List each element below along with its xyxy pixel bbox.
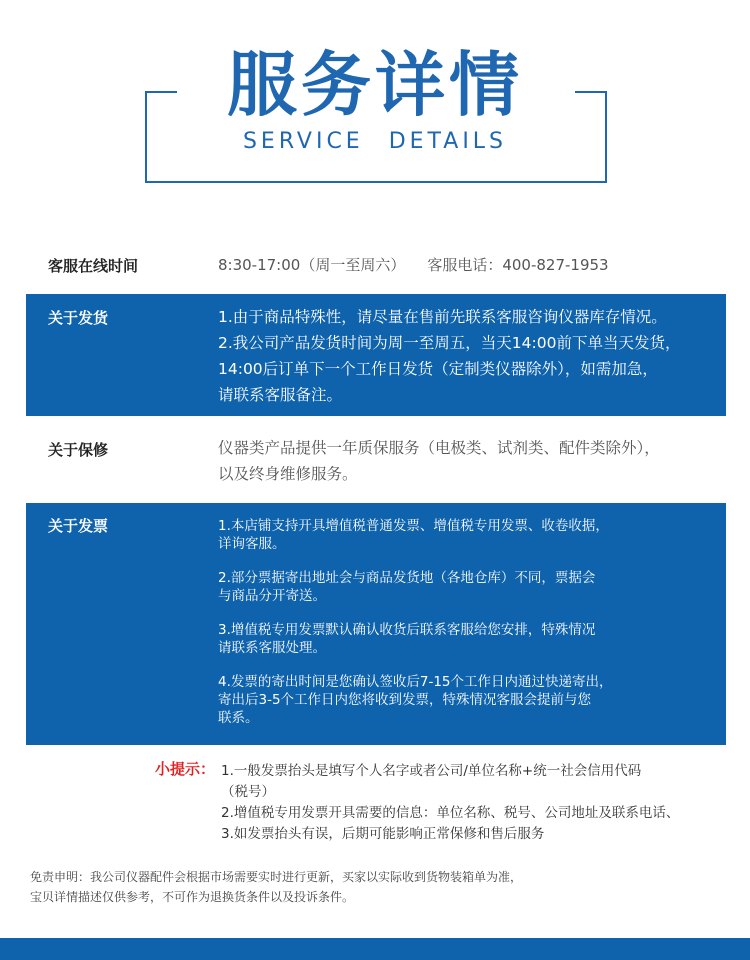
service-phone: 客服电话：400-827-1953 (427, 256, 609, 274)
invoice-line: 请联系客服处理。 (218, 640, 326, 656)
invoice-item (218, 517, 613, 553)
invoice-line: 1.本店铺支持开具增值税普通发票、增值税专用发票、收卷收据， (218, 518, 609, 534)
page-subtitle: SERVICE DETAILS (242, 129, 508, 154)
tip-line: （税号） (221, 784, 275, 800)
tip-line: 2.增值税专用发票开具需要的信息：单位名称、税号、公司地址及联系电话、 (221, 805, 680, 821)
tips-label: 小提示： (155, 760, 216, 778)
shipping-section (26, 294, 726, 416)
warranty-content (218, 435, 660, 487)
invoice-item (218, 673, 613, 727)
invoice-line: 3.增值税专用发票默认确认收货后联系客服给您安排，特殊情况 (218, 622, 596, 638)
page-title: 服务详情 (227, 44, 523, 126)
shipping-content (218, 304, 680, 408)
disclaimer-line: 免责申明：我公司仪器配件会根据市场需要实时进行更新，买家以实际收到货物装箱单为准， (30, 870, 523, 884)
warranty-line: 仪器类产品提供一年质保服务（电极类、试剂类、配件类除外）， (218, 439, 660, 457)
shipping-line: 14:00后订单下一个工作日发货（定制类仪器除外），如需加急， (218, 360, 658, 378)
tip-line: 3.如发票抬头有误，后期可能影响正常保修和售后服务 (221, 826, 545, 842)
shipping-line: 2.我公司产品发货时间为周一至周五，当天14:00前下单当天发货， (218, 334, 681, 352)
invoice-item (218, 569, 613, 605)
invoice-line: 与商品分开寄送。 (218, 588, 326, 604)
invoice-line: 联系。 (218, 710, 259, 726)
disclaimer (30, 867, 730, 907)
footer-bar (0, 938, 750, 960)
tip-line: 1.一般发票抬头是填写个人名字或者公司/单位名称+统一社会信用代码 (221, 763, 642, 779)
shipping-label: 关于发货 (48, 309, 109, 327)
invoice-section (26, 503, 726, 745)
disclaimer-line: 宝贝详情描述仅供参考，不可作为退换货条件以及投诉条件。 (30, 890, 355, 904)
shipping-line: 请联系客服备注。 (218, 386, 343, 404)
service-hours-row (26, 250, 726, 280)
shipping-line: 1.由于商品特殊性，请尽量在售前先联系客服咨询仪器库存情况。 (218, 308, 667, 326)
invoice-label: 关于发票 (48, 517, 109, 535)
service-hours-content (218, 253, 609, 277)
invoice-line: 寄出后3-5个工作日内您将收到发票，特殊情况客服会提前与您 (218, 692, 592, 708)
tips-list (221, 762, 745, 846)
warranty-section (26, 432, 726, 492)
invoice-item (218, 621, 613, 657)
invoice-line: 详询客服。 (218, 536, 286, 552)
invoice-line: 4.发票的寄出时间是您确认签收后7-15个工作日内通过快递寄出， (218, 674, 613, 690)
service-hours-label: 客服在线时间 (48, 257, 139, 275)
invoice-line: 2.部分票据寄出地址会与商品发货地（各地仓库）不同，票据会 (218, 570, 596, 586)
service-hours-time: 8:30-17:00（周一至周六） (218, 256, 406, 274)
invoice-content (218, 517, 613, 743)
warranty-label: 关于保修 (48, 441, 109, 459)
warranty-line: 以及终身维修服务。 (218, 465, 358, 483)
